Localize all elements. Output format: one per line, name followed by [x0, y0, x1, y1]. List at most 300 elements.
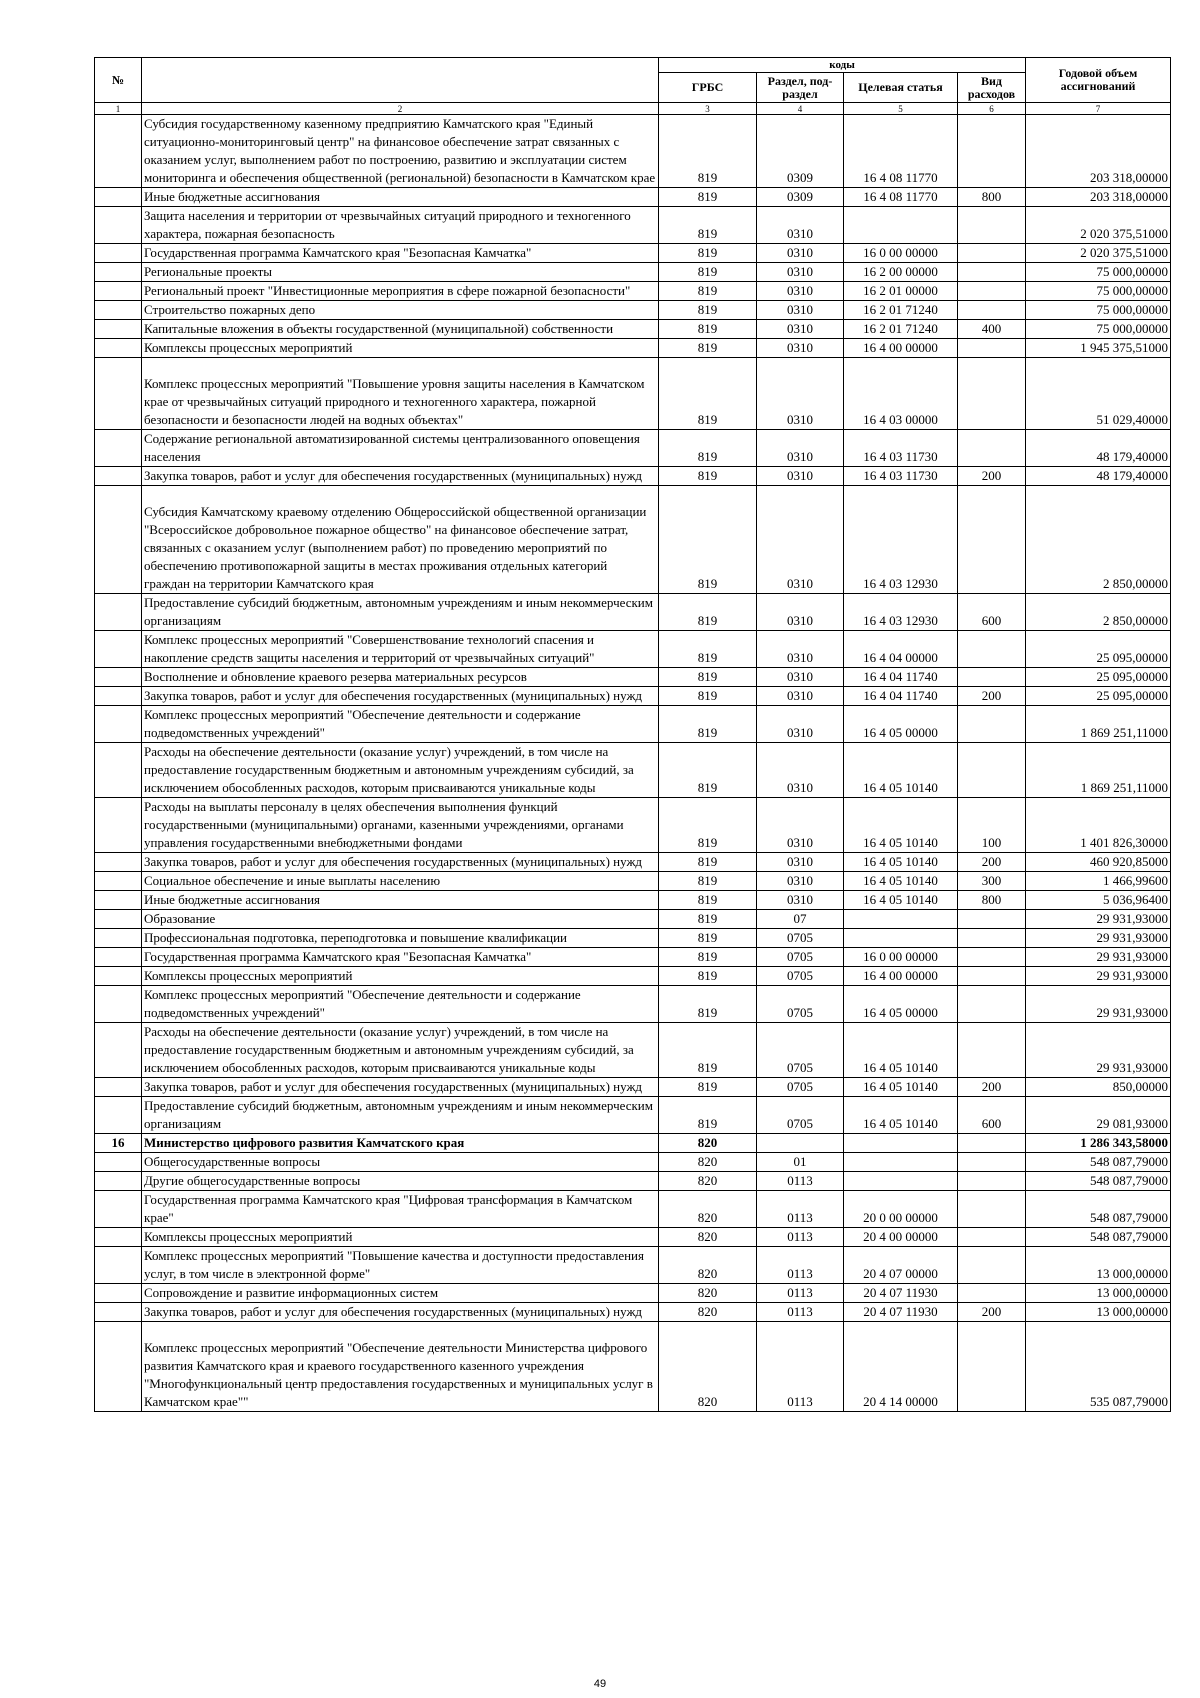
row-name: Расходы на обеспечение деятельности (оказание услуг) учреждений, в том числе на предоставление государственным бюджетным и автономным учреждениям субсидий, за исключением обособленных расходов, которым присваиваются уникальные коды — [142, 743, 659, 798]
row-number — [95, 1078, 142, 1097]
row-name: Закупка товаров, работ и услуг для обеспечения государственных (муниципальных) нужд — [142, 687, 659, 706]
row-name: Сопровождение и развитие информационных систем — [142, 1284, 659, 1303]
row-name: Министерство цифрового развития Камчатского края — [142, 1134, 659, 1153]
row-grbs: 819 — [659, 743, 757, 798]
row-amount: 548 087,79000 — [1026, 1153, 1171, 1172]
row-amount: 29 931,93000 — [1026, 910, 1171, 929]
row-number — [95, 967, 142, 986]
table-row — [95, 207, 1171, 244]
row-section: 0310 — [757, 891, 844, 910]
row-number — [95, 1247, 142, 1284]
row-section: 0310 — [757, 706, 844, 743]
row-grbs: 819 — [659, 986, 757, 1023]
row-section: 0310 — [757, 798, 844, 853]
row-section: 0310 — [757, 594, 844, 631]
budget-table — [94, 57, 1171, 1412]
row-amount: 25 095,00000 — [1026, 631, 1171, 668]
row-name: Расходы на выплаты персоналу в целях обеспечения выполнения функций государственными (муниципальными) органами, казенными учреждениями, органами управления государственными внебюджетными фондами — [142, 798, 659, 853]
row-grbs: 819 — [659, 1023, 757, 1078]
row-amount: 460 920,85000 — [1026, 853, 1171, 872]
table-row — [95, 668, 1171, 687]
row-name: Защита населения и территории от чрезвычайных ситуаций природного и техногенного характера, пожарная безопасность — [142, 207, 659, 244]
table-row — [95, 948, 1171, 967]
row-amount: 75 000,00000 — [1026, 282, 1171, 301]
row-target: 20 4 07 11930 — [844, 1303, 958, 1322]
row-target — [844, 1134, 958, 1153]
row-grbs: 820 — [659, 1284, 757, 1303]
row-grbs: 819 — [659, 853, 757, 872]
row-number — [95, 891, 142, 910]
row-target — [844, 207, 958, 244]
table-row — [95, 1191, 1171, 1228]
row-grbs: 819 — [659, 706, 757, 743]
row-name: Другие общегосударственные вопросы — [142, 1172, 659, 1191]
row-amount: 203 318,00000 — [1026, 115, 1171, 188]
row-section: 0310 — [757, 687, 844, 706]
table-row — [95, 891, 1171, 910]
table-row — [95, 1247, 1171, 1284]
row-expense-type: 800 — [958, 891, 1026, 910]
row-target: 16 4 04 00000 — [844, 631, 958, 668]
row-expense-type: 300 — [958, 872, 1026, 891]
row-target: 16 2 01 00000 — [844, 282, 958, 301]
row-expense-type — [958, 967, 1026, 986]
row-expense-type — [958, 1172, 1026, 1191]
row-target — [844, 1172, 958, 1191]
row-amount: 1 869 251,11000 — [1026, 706, 1171, 743]
row-section: 0705 — [757, 948, 844, 967]
row-section — [757, 1134, 844, 1153]
table-row — [95, 358, 1171, 430]
table-row — [95, 1023, 1171, 1078]
row-expense-type: 200 — [958, 853, 1026, 872]
row-name: Предоставление субсидий бюджетным, автономным учреждениям и иным некоммерческим организациям — [142, 1097, 659, 1134]
row-number — [95, 798, 142, 853]
row-expense-type: 100 — [958, 798, 1026, 853]
table-row — [95, 1228, 1171, 1247]
row-section: 0310 — [757, 631, 844, 668]
row-amount: 548 087,79000 — [1026, 1172, 1171, 1191]
row-grbs: 819 — [659, 910, 757, 929]
row-name: Социальное обеспечение и иные выплаты населению — [142, 872, 659, 891]
row-section: 0705 — [757, 929, 844, 948]
row-section: 0705 — [757, 967, 844, 986]
row-number — [95, 1191, 142, 1228]
row-number — [95, 207, 142, 244]
row-target: 16 2 01 71240 — [844, 320, 958, 339]
row-expense-type — [958, 1247, 1026, 1284]
row-target: 16 4 08 11770 — [844, 188, 958, 207]
row-section: 0310 — [757, 872, 844, 891]
row-section: 0310 — [757, 282, 844, 301]
row-target: 20 4 07 00000 — [844, 1247, 958, 1284]
row-number — [95, 358, 142, 430]
row-target: 16 4 08 11770 — [844, 115, 958, 188]
col-number: 3 — [659, 103, 757, 115]
row-number — [95, 1303, 142, 1322]
row-grbs: 819 — [659, 430, 757, 467]
row-grbs: 819 — [659, 188, 757, 207]
row-expense-type: 800 — [958, 188, 1026, 207]
row-amount: 75 000,00000 — [1026, 301, 1171, 320]
row-name: Субсидия Камчатскому краевому отделению Общероссийской общественной организации "Всероссийское добровольное пожарное общество" на финансовое обеспечение затрат, связанных с оказанием услуг (выполнением работ) по проведению мероприятий по обеспечению противопожарной защиты в местах проживания отдельных категорий граждан на территории Камчатского края — [142, 486, 659, 594]
row-target: 16 4 05 00000 — [844, 986, 958, 1023]
row-expense-type — [958, 706, 1026, 743]
row-expense-type — [958, 115, 1026, 188]
col-number: 2 — [142, 103, 659, 115]
row-section: 0705 — [757, 1097, 844, 1134]
row-section: 0310 — [757, 486, 844, 594]
row-grbs: 819 — [659, 967, 757, 986]
row-name: Субсидия государственному казенному предприятию Камчатского края "Единый ситуационно-мониторинговый центр" на финансовое обеспечение затрат связанных с оказанием услуг, выполнением работ по построению, развитию и эксплуатации систем мониторинга и обеспечения общественной (региональной) безопасности в Камчатском крае — [142, 115, 659, 188]
row-grbs: 819 — [659, 1078, 757, 1097]
row-section: 0113 — [757, 1247, 844, 1284]
row-amount: 29 081,93000 — [1026, 1097, 1171, 1134]
row-expense-type — [958, 910, 1026, 929]
row-grbs: 819 — [659, 948, 757, 967]
table-row — [95, 986, 1171, 1023]
row-expense-type — [958, 743, 1026, 798]
row-amount: 1 286 343,58000 — [1026, 1134, 1171, 1153]
row-target: 20 0 00 00000 — [844, 1191, 958, 1228]
budget-table-page — [94, 57, 1170, 1412]
row-name: Комплексы процессных мероприятий — [142, 1228, 659, 1247]
row-section: 0310 — [757, 853, 844, 872]
row-target: 16 0 00 00000 — [844, 244, 958, 263]
header-grbs: ГРБС — [659, 73, 757, 103]
row-grbs: 820 — [659, 1303, 757, 1322]
row-amount: 13 000,00000 — [1026, 1303, 1171, 1322]
row-expense-type — [958, 1284, 1026, 1303]
row-number — [95, 1228, 142, 1247]
row-expense-type — [958, 282, 1026, 301]
row-amount: 548 087,79000 — [1026, 1191, 1171, 1228]
row-amount: 850,00000 — [1026, 1078, 1171, 1097]
row-expense-type — [958, 358, 1026, 430]
row-amount: 75 000,00000 — [1026, 263, 1171, 282]
table-row — [95, 339, 1171, 358]
row-grbs: 819 — [659, 263, 757, 282]
row-section: 0113 — [757, 1228, 844, 1247]
table-row — [95, 1284, 1171, 1303]
row-name: Комплекс процессных мероприятий "Повышение уровня защиты населения в Камчатском крае от чрезвычайных ситуаций природного и техногенного характера, пожарной безопасности и безопасности людей на водных объектах" — [142, 358, 659, 430]
header-num: № — [95, 58, 142, 103]
row-grbs: 819 — [659, 929, 757, 948]
table-row — [95, 687, 1171, 706]
row-target: 16 4 05 10140 — [844, 743, 958, 798]
row-section: 0113 — [757, 1303, 844, 1322]
row-number — [95, 282, 142, 301]
row-name: Общегосударственные вопросы — [142, 1153, 659, 1172]
row-name: Комплекс процессных мероприятий "Обеспечение деятельности и содержание подведомственных учреждений" — [142, 986, 659, 1023]
row-target: 16 4 05 00000 — [844, 706, 958, 743]
row-grbs: 819 — [659, 339, 757, 358]
row-expense-type: 600 — [958, 1097, 1026, 1134]
row-section: 0310 — [757, 320, 844, 339]
row-expense-type — [958, 1023, 1026, 1078]
row-target: 16 2 01 71240 — [844, 301, 958, 320]
table-row — [95, 967, 1171, 986]
row-expense-type — [958, 207, 1026, 244]
row-number — [95, 486, 142, 594]
row-amount: 29 931,93000 — [1026, 929, 1171, 948]
row-number — [95, 467, 142, 486]
row-expense-type — [958, 1191, 1026, 1228]
row-section: 0310 — [757, 668, 844, 687]
row-target: 16 4 03 11730 — [844, 467, 958, 486]
row-number — [95, 948, 142, 967]
row-amount: 75 000,00000 — [1026, 320, 1171, 339]
row-number — [95, 986, 142, 1023]
row-number — [95, 687, 142, 706]
row-grbs: 819 — [659, 594, 757, 631]
row-amount: 51 029,40000 — [1026, 358, 1171, 430]
row-name: Образование — [142, 910, 659, 929]
table-row — [95, 1172, 1171, 1191]
row-number — [95, 743, 142, 798]
row-grbs: 820 — [659, 1228, 757, 1247]
row-expense-type: 200 — [958, 1078, 1026, 1097]
row-name: Региональный проект "Инвестиционные мероприятия в сфере пожарной безопасности" — [142, 282, 659, 301]
row-target: 16 0 00 00000 — [844, 948, 958, 967]
row-name: Содержание региональной автоматизированной системы централизованного оповещения населения — [142, 430, 659, 467]
row-amount: 2 850,00000 — [1026, 594, 1171, 631]
table-row — [95, 1303, 1171, 1322]
row-target: 16 4 03 12930 — [844, 486, 958, 594]
header-name — [142, 58, 659, 103]
table-body — [95, 115, 1171, 1412]
row-grbs: 819 — [659, 798, 757, 853]
row-expense-type — [958, 301, 1026, 320]
row-number — [95, 929, 142, 948]
row-number — [95, 706, 142, 743]
row-number — [95, 594, 142, 631]
row-grbs: 820 — [659, 1247, 757, 1284]
col-number: 4 — [757, 103, 844, 115]
row-expense-type — [958, 430, 1026, 467]
row-name: Комплекс процессных мероприятий "Обеспечение деятельности и содержание подведомственных учреждений" — [142, 706, 659, 743]
row-expense-type — [958, 486, 1026, 594]
row-grbs: 819 — [659, 486, 757, 594]
row-amount: 1 401 826,30000 — [1026, 798, 1171, 853]
row-amount: 25 095,00000 — [1026, 687, 1171, 706]
row-amount: 13 000,00000 — [1026, 1284, 1171, 1303]
row-amount: 2 850,00000 — [1026, 486, 1171, 594]
table-row — [95, 188, 1171, 207]
row-target: 16 4 03 00000 — [844, 358, 958, 430]
row-grbs: 820 — [659, 1172, 757, 1191]
row-expense-type — [958, 1228, 1026, 1247]
row-amount: 203 318,00000 — [1026, 188, 1171, 207]
page-number: 49 — [593, 1678, 607, 1690]
row-target — [844, 910, 958, 929]
row-grbs: 820 — [659, 1134, 757, 1153]
header-codes: коды — [659, 58, 1026, 73]
row-amount: 29 931,93000 — [1026, 986, 1171, 1023]
row-expense-type — [958, 929, 1026, 948]
row-section: 0310 — [757, 301, 844, 320]
row-target: 20 4 14 00000 — [844, 1322, 958, 1412]
col-number: 5 — [844, 103, 958, 115]
col-number: 7 — [1026, 103, 1171, 115]
row-grbs: 819 — [659, 467, 757, 486]
row-number — [95, 631, 142, 668]
row-expense-type: 200 — [958, 687, 1026, 706]
table-row — [95, 594, 1171, 631]
row-name: Расходы на обеспечение деятельности (оказание услуг) учреждений, в том числе на предоставление государственным бюджетным и автономным учреждениям субсидий, за исключением обособленных расходов, которым присваиваются уникальные коды — [142, 1023, 659, 1078]
row-expense-type — [958, 986, 1026, 1023]
row-grbs: 820 — [659, 1153, 757, 1172]
col-number: 6 — [958, 103, 1026, 115]
row-section: 0310 — [757, 339, 844, 358]
row-number — [95, 1097, 142, 1134]
row-amount: 1 466,99600 — [1026, 872, 1171, 891]
row-target: 16 4 05 10140 — [844, 1023, 958, 1078]
header-target: Целевая статья — [844, 73, 958, 103]
row-amount: 1 869 251,11000 — [1026, 743, 1171, 798]
row-expense-type — [958, 631, 1026, 668]
row-name: Иные бюджетные ассигнования — [142, 188, 659, 207]
table-row — [95, 263, 1171, 282]
row-section: 0113 — [757, 1172, 844, 1191]
row-number — [95, 668, 142, 687]
row-number — [95, 1153, 142, 1172]
row-grbs: 819 — [659, 115, 757, 188]
row-grbs: 819 — [659, 282, 757, 301]
table-row — [95, 244, 1171, 263]
row-amount: 535 087,79000 — [1026, 1322, 1171, 1412]
row-section: 0705 — [757, 1023, 844, 1078]
row-expense-type: 200 — [958, 1303, 1026, 1322]
row-expense-type — [958, 1134, 1026, 1153]
row-grbs: 819 — [659, 1097, 757, 1134]
row-name: Предоставление субсидий бюджетным, автономным учреждениям и иным некоммерческим организациям — [142, 594, 659, 631]
row-amount: 29 931,93000 — [1026, 967, 1171, 986]
row-grbs: 819 — [659, 320, 757, 339]
table-row — [95, 929, 1171, 948]
row-target: 20 4 07 11930 — [844, 1284, 958, 1303]
table-header — [95, 58, 1171, 115]
row-section: 01 — [757, 1153, 844, 1172]
table-row — [95, 115, 1171, 188]
row-grbs: 819 — [659, 631, 757, 668]
row-target — [844, 929, 958, 948]
row-amount: 2 020 375,51000 — [1026, 244, 1171, 263]
row-name: Комплекс процессных мероприятий "Повышение качества и доступности предоставления услуг, в том числе в электронной форме" — [142, 1247, 659, 1284]
row-number — [95, 263, 142, 282]
row-expense-type — [958, 244, 1026, 263]
row-expense-type — [958, 948, 1026, 967]
table-row — [95, 1134, 1171, 1153]
row-number — [95, 910, 142, 929]
row-grbs: 819 — [659, 244, 757, 263]
row-target: 16 4 03 11730 — [844, 430, 958, 467]
row-section: 0310 — [757, 263, 844, 282]
row-amount: 48 179,40000 — [1026, 430, 1171, 467]
row-grbs: 819 — [659, 891, 757, 910]
row-target: 16 4 05 10140 — [844, 853, 958, 872]
table-row — [95, 301, 1171, 320]
row-number — [95, 188, 142, 207]
row-name: Государственная программа Камчатского края "Безопасная Камчатка" — [142, 244, 659, 263]
row-name: Комплексы процессных мероприятий — [142, 967, 659, 986]
row-target: 16 4 04 11740 — [844, 687, 958, 706]
row-section: 0310 — [757, 467, 844, 486]
row-number — [95, 115, 142, 188]
row-amount: 5 036,96400 — [1026, 891, 1171, 910]
row-section: 07 — [757, 910, 844, 929]
table-row — [95, 430, 1171, 467]
row-target — [844, 1153, 958, 1172]
row-target: 16 4 03 12930 — [844, 594, 958, 631]
row-grbs: 820 — [659, 1191, 757, 1228]
row-name: Закупка товаров, работ и услуг для обеспечения государственных (муниципальных) нужд — [142, 1303, 659, 1322]
row-expense-type: 600 — [958, 594, 1026, 631]
row-expense-type: 400 — [958, 320, 1026, 339]
table-row — [95, 486, 1171, 594]
row-expense-type: 200 — [958, 467, 1026, 486]
table-row — [95, 1097, 1171, 1134]
row-target: 16 4 05 10140 — [844, 872, 958, 891]
row-grbs: 820 — [659, 1322, 757, 1412]
row-name: Иные бюджетные ассигнования — [142, 891, 659, 910]
row-target: 16 4 00 00000 — [844, 339, 958, 358]
table-row — [95, 1322, 1171, 1412]
row-expense-type — [958, 668, 1026, 687]
row-amount: 548 087,79000 — [1026, 1228, 1171, 1247]
row-grbs: 819 — [659, 207, 757, 244]
row-name: Комплекс процессных мероприятий "Обеспечение деятельности Министерства цифрового развития Камчатского края и краевого государственного казенного учреждения "Многофункциональный центр предоставления государственных и муниципальных услуг в Камчатском крае"" — [142, 1322, 659, 1412]
row-number — [95, 1023, 142, 1078]
row-target: 16 4 05 10140 — [844, 1078, 958, 1097]
row-target: 16 2 00 00000 — [844, 263, 958, 282]
row-number — [95, 339, 142, 358]
row-amount: 2 020 375,51000 — [1026, 207, 1171, 244]
row-amount: 48 179,40000 — [1026, 467, 1171, 486]
row-target: 16 4 05 10140 — [844, 1097, 958, 1134]
row-name: Восполнение и обновление краевого резерва материальных ресурсов — [142, 668, 659, 687]
row-name: Закупка товаров, работ и услуг для обеспечения государственных (муниципальных) нужд — [142, 1078, 659, 1097]
row-name: Профессиональная подготовка, переподготовка и повышение квалификации — [142, 929, 659, 948]
row-name: Региональные проекты — [142, 263, 659, 282]
row-amount: 25 095,00000 — [1026, 668, 1171, 687]
row-name: Комплекс процессных мероприятий "Совершенствование технологий спасения и накопление средств защиты населения и территорий от чрезвычайных ситуаций" — [142, 631, 659, 668]
table-row — [95, 743, 1171, 798]
row-expense-type — [958, 1153, 1026, 1172]
row-target: 16 4 05 10140 — [844, 891, 958, 910]
row-amount: 29 931,93000 — [1026, 948, 1171, 967]
header-volume: Годовой объем ассигнований — [1026, 58, 1171, 103]
row-number — [95, 244, 142, 263]
row-section: 0310 — [757, 207, 844, 244]
row-expense-type — [958, 339, 1026, 358]
header-type: Вид расходов — [958, 73, 1026, 103]
table-row — [95, 910, 1171, 929]
table-row — [95, 631, 1171, 668]
table-row — [95, 467, 1171, 486]
row-grbs: 819 — [659, 358, 757, 430]
row-name: Государственная программа Камчатского края "Безопасная Камчатка" — [142, 948, 659, 967]
table-row — [95, 1153, 1171, 1172]
table-row — [95, 1078, 1171, 1097]
row-name: Закупка товаров, работ и услуг для обеспечения государственных (муниципальных) нужд — [142, 467, 659, 486]
row-section: 0705 — [757, 986, 844, 1023]
row-target: 16 4 00 00000 — [844, 967, 958, 986]
table-row — [95, 853, 1171, 872]
row-grbs: 819 — [659, 687, 757, 706]
row-number: 16 — [95, 1134, 142, 1153]
row-grbs: 819 — [659, 872, 757, 891]
